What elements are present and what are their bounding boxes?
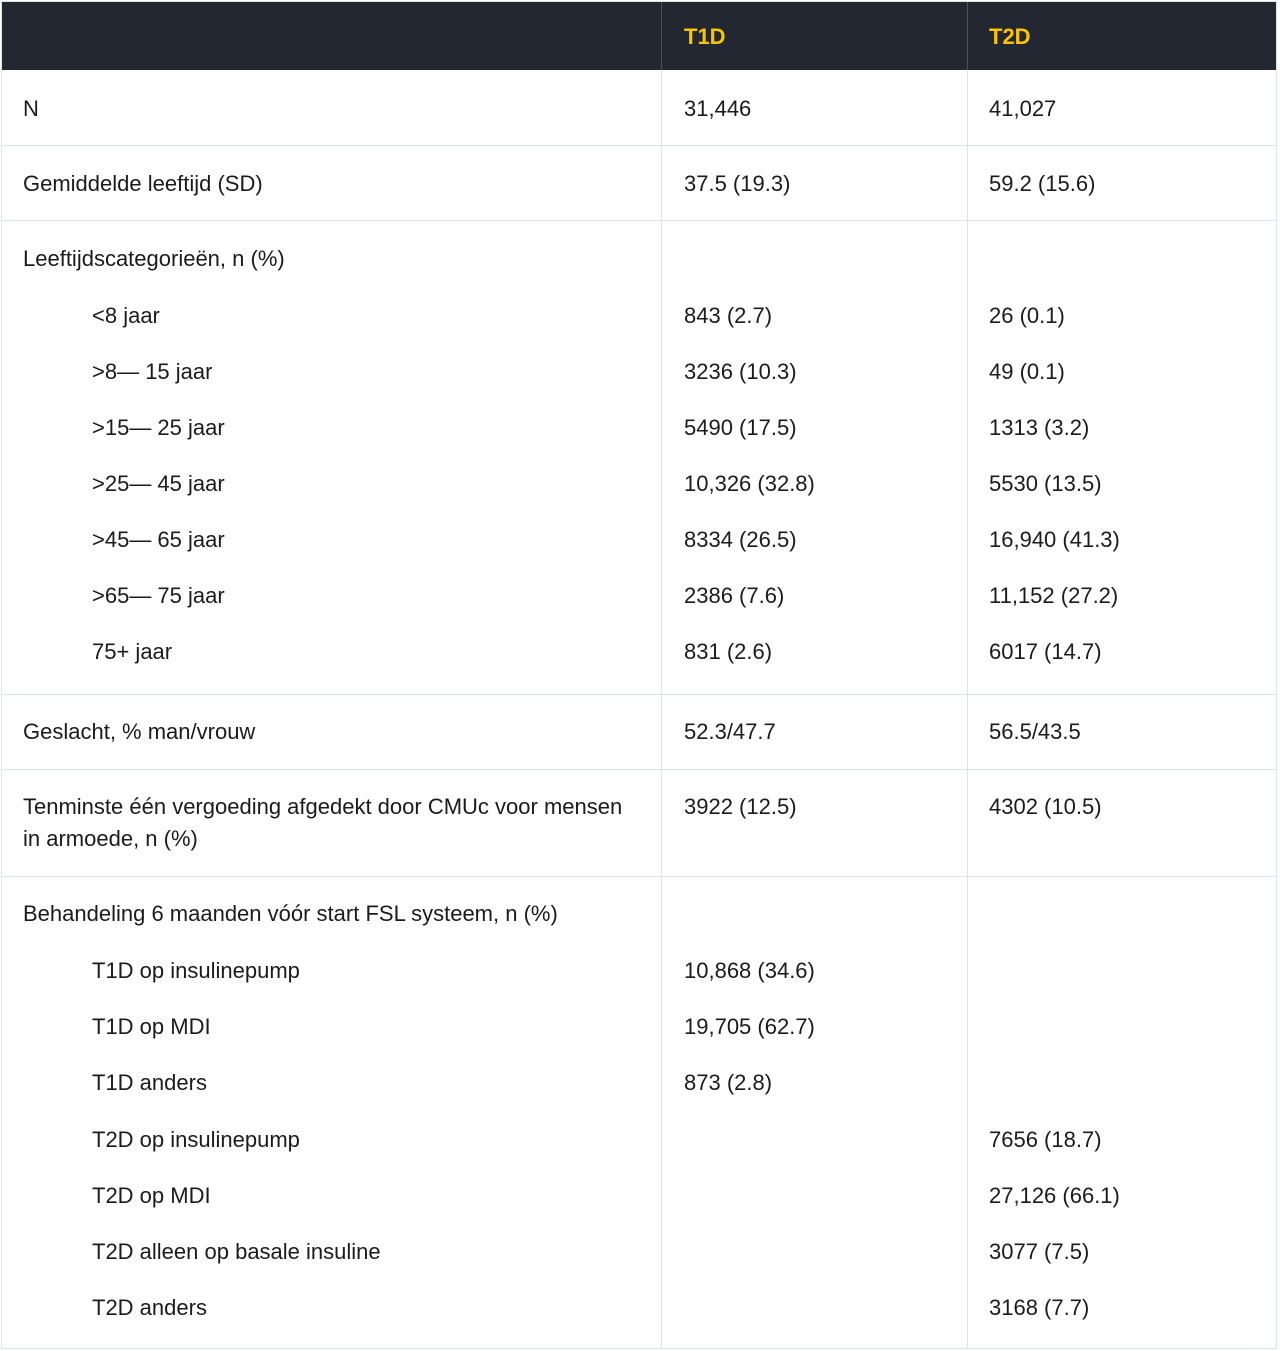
treatment-label: T1D op insulinepump [92, 958, 300, 983]
age-cat-t2d: 26 (0.1) [989, 303, 1065, 328]
row-cmu-label: Tenminste één vergoeding afgedekt door CMUc voor mensen in armoede, n (%) [23, 794, 623, 851]
row-n-t1d: 31,446 [684, 96, 752, 121]
column-divider [967, 2, 968, 1348]
column-divider [661, 2, 662, 1348]
treatment-label: T2D op insulinepump [92, 1127, 300, 1152]
age-cat-t2d: 6017 (14.7) [989, 639, 1102, 664]
header-divider [661, 2, 662, 70]
age-cat-label: >8— 15 jaar [92, 359, 213, 384]
treatment-t1d: 873 (2.8) [684, 1070, 773, 1095]
age-cat-t2d: 5530 (13.5) [989, 471, 1102, 496]
row-divider [2, 694, 1276, 695]
row-age-mean-t1d: 37.5 (19.3) [684, 171, 791, 196]
treatment-label: T1D anders [92, 1070, 207, 1095]
row-divider [2, 145, 1276, 146]
treatment-label: T2D alleen op basale insuline [92, 1239, 381, 1264]
age-cat-t1d: 2386 (7.6) [684, 583, 785, 608]
row-sex-t2d: 56.5/43.5 [989, 719, 1081, 744]
age-cat-label: >25— 45 jaar [92, 471, 225, 496]
treatment-t2d: 3168 (7.7) [989, 1295, 1090, 1320]
age-cat-t2d: 49 (0.1) [989, 359, 1065, 384]
treatment-t2d: 7656 (18.7) [989, 1127, 1102, 1152]
row-divider [2, 220, 1276, 221]
age-cat-t2d: 1313 (3.2) [989, 415, 1090, 440]
age-cat-t1d: 5490 (17.5) [684, 415, 797, 440]
treatment-label: T2D op MDI [92, 1183, 211, 1208]
age-cat-label: >45— 65 jaar [92, 527, 225, 552]
treatment-t1d: 19,705 (62.7) [684, 1014, 815, 1039]
data-table [1, 1, 1277, 1349]
row-age-mean-t2d: 59.2 (15.6) [989, 171, 1096, 196]
treatment-t2d: 3077 (7.5) [989, 1239, 1090, 1264]
treatment-t2d: 27,126 (66.1) [989, 1183, 1120, 1208]
row-treatment-label: Behandeling 6 maanden vóór start FSL systeem, n (%) [23, 901, 558, 926]
age-cat-t1d: 831 (2.6) [684, 639, 773, 664]
row-cmu-t2d: 4302 (10.5) [989, 794, 1102, 819]
header-divider [967, 2, 968, 70]
row-cmu-t1d: 3922 (12.5) [684, 794, 797, 819]
header-t1d: T1D [684, 24, 726, 49]
header-t2d: T2D [989, 24, 1031, 49]
treatment-t1d: 10,868 (34.6) [684, 958, 815, 983]
age-cat-t2d: 11,152 (27.2) [989, 583, 1119, 608]
row-sex-t1d: 52.3/47.7 [684, 719, 776, 744]
age-cat-label: >15— 25 jaar [92, 415, 225, 440]
age-cat-t1d: 3236 (10.3) [684, 359, 797, 384]
row-n-label: N [23, 96, 39, 121]
row-age-mean-label: Gemiddelde leeftijd (SD) [23, 171, 263, 196]
row-age-cat-label: Leeftijdscategorieën, n (%) [23, 246, 285, 271]
age-cat-t1d: 8334 (26.5) [684, 527, 797, 552]
treatment-label: T2D anders [92, 1295, 207, 1320]
row-divider [2, 876, 1276, 877]
age-cat-label: 75+ jaar [92, 639, 173, 664]
age-cat-label: <8 jaar [92, 303, 160, 328]
row-n-t2d: 41,027 [989, 96, 1057, 121]
age-cat-t1d: 843 (2.7) [684, 303, 773, 328]
age-cat-t1d: 10,326 (32.8) [684, 471, 815, 496]
age-cat-label: >65— 75 jaar [92, 583, 225, 608]
table-header [2, 2, 1276, 70]
treatment-label: T1D op MDI [92, 1014, 211, 1039]
row-sex-label: Geslacht, % man/vrouw [23, 719, 256, 744]
age-cat-t2d: 16,940 (41.3) [989, 527, 1120, 552]
row-divider [2, 769, 1276, 770]
